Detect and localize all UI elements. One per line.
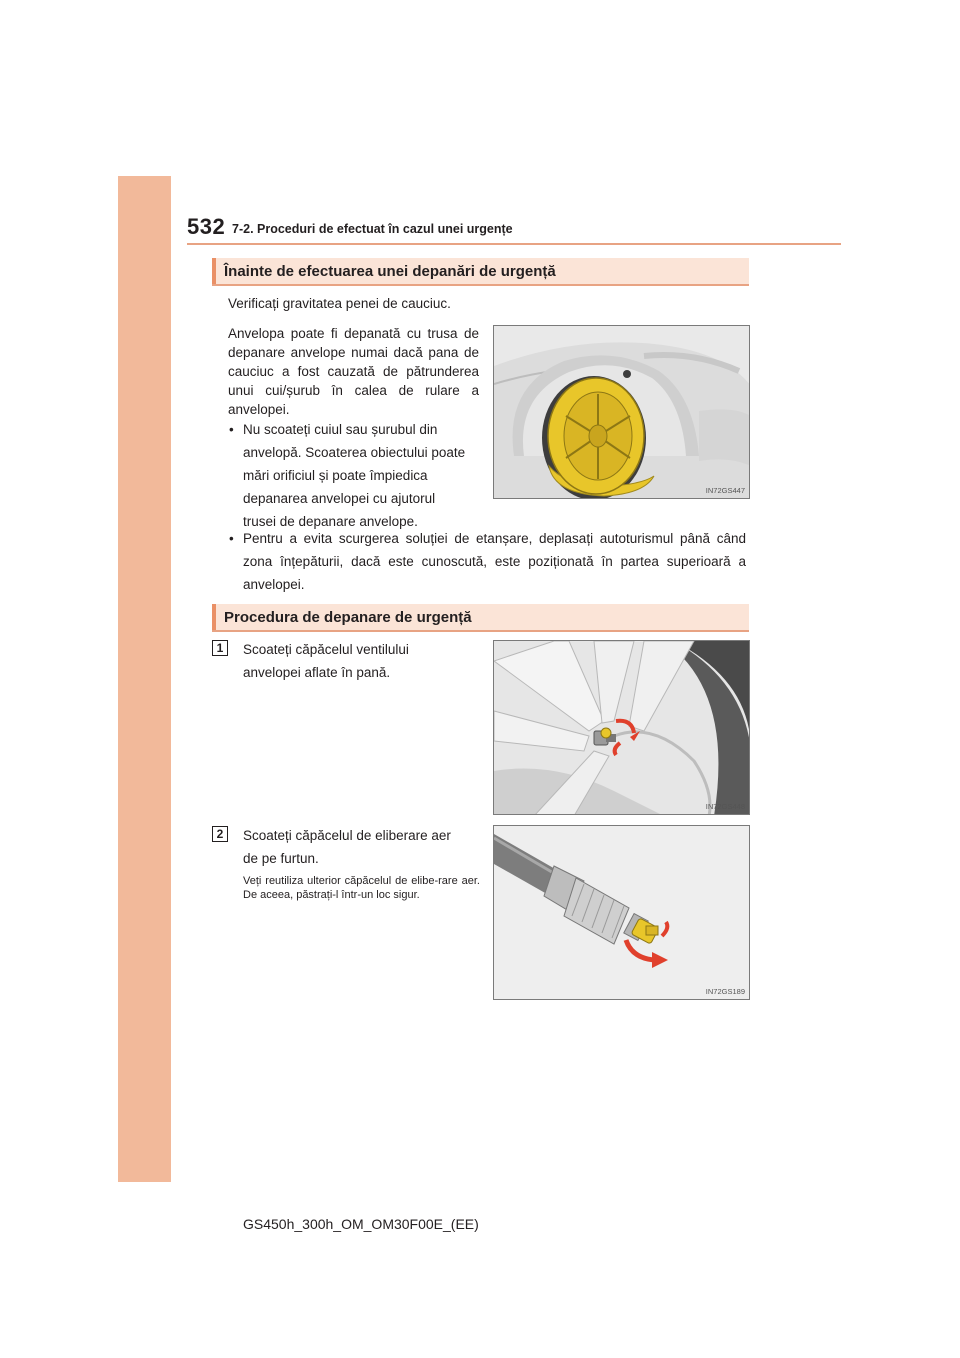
section-accent-bar bbox=[212, 258, 216, 284]
bullet-line: mări orificiul și poate împiedica bbox=[243, 468, 428, 483]
page-number: 532 bbox=[187, 214, 226, 239]
document-code: GS450h_300h_OM_OM30F00E_(EE) bbox=[243, 1216, 479, 1232]
step-1-text: Scoateți căpăcelul ventilului anvelopei aflate în pană. bbox=[243, 642, 409, 680]
bullet-line: zona înțepăturii, dacă este cunoscută, este poziționată în partea superioară a bbox=[243, 554, 746, 569]
flat-tire-illustration bbox=[494, 326, 750, 499]
section-accent-bar bbox=[212, 604, 216, 630]
chapter-title: 7-2. Proceduri de efectuat în cazul unei urgențe bbox=[232, 222, 513, 236]
figure-code: IN72GS189 bbox=[705, 987, 745, 996]
section-title: Înainte de efectuarea unei depanări de urgență bbox=[224, 263, 556, 280]
bullet-line: trusei de depanare anvelope. bbox=[243, 514, 418, 529]
step-number-2: 2 bbox=[212, 826, 228, 842]
section-heading-before-repair bbox=[212, 258, 749, 286]
step-number-1: 1 bbox=[212, 640, 228, 656]
figure-valve-cap bbox=[493, 640, 750, 815]
header-rule bbox=[187, 243, 841, 245]
figure-flat-tire bbox=[493, 325, 750, 499]
bullet-line: anvelopă. Scoaterea obiectului poate bbox=[243, 445, 466, 460]
section-heading-repair-procedure bbox=[212, 604, 749, 632]
bullet-line: • Nu scoateți cuiul sau șurubul din bbox=[243, 418, 479, 441]
hose-cap-illustration bbox=[494, 826, 750, 1000]
step-2-text: Scoateți căpăcelul de eliberare aer de pe furtun. bbox=[243, 828, 451, 866]
section-title: Procedura de depanare de urgență bbox=[224, 609, 472, 626]
figure-code: IN72GS448 bbox=[705, 802, 745, 811]
info-paragraph: Anvelopa poate fi depanată cu trusa de depanare anvelope numai dacă pana de cauciuc a fost cauzată de pătrunderea unui cui/șurub în calea de rulare a anvelopei. bbox=[228, 326, 479, 417]
bullet-line: depanarea anvelopei cu ajutorul bbox=[243, 491, 436, 506]
intro-text: Verificați gravitatea penei de cauciuc. bbox=[228, 296, 451, 311]
figure-code: IN72GS447 bbox=[705, 486, 745, 495]
side-tab bbox=[118, 176, 171, 1182]
bullet-line: • Pentru a evita scurgerea soluției de etanșare, deplasați autoturismul până când bbox=[243, 527, 746, 550]
step-2-note: Veți reutiliza ulterior căpăcelul de elibe-rare aer. De aceea, păstrați-l într-un loc sigur. bbox=[243, 875, 480, 901]
bullet-line: anvelopei. bbox=[243, 577, 305, 592]
bullet-dot: • bbox=[229, 531, 234, 546]
bullet-dot: • bbox=[229, 422, 234, 437]
valve-cap-illustration bbox=[494, 641, 750, 815]
figure-hose-cap bbox=[493, 825, 750, 1000]
